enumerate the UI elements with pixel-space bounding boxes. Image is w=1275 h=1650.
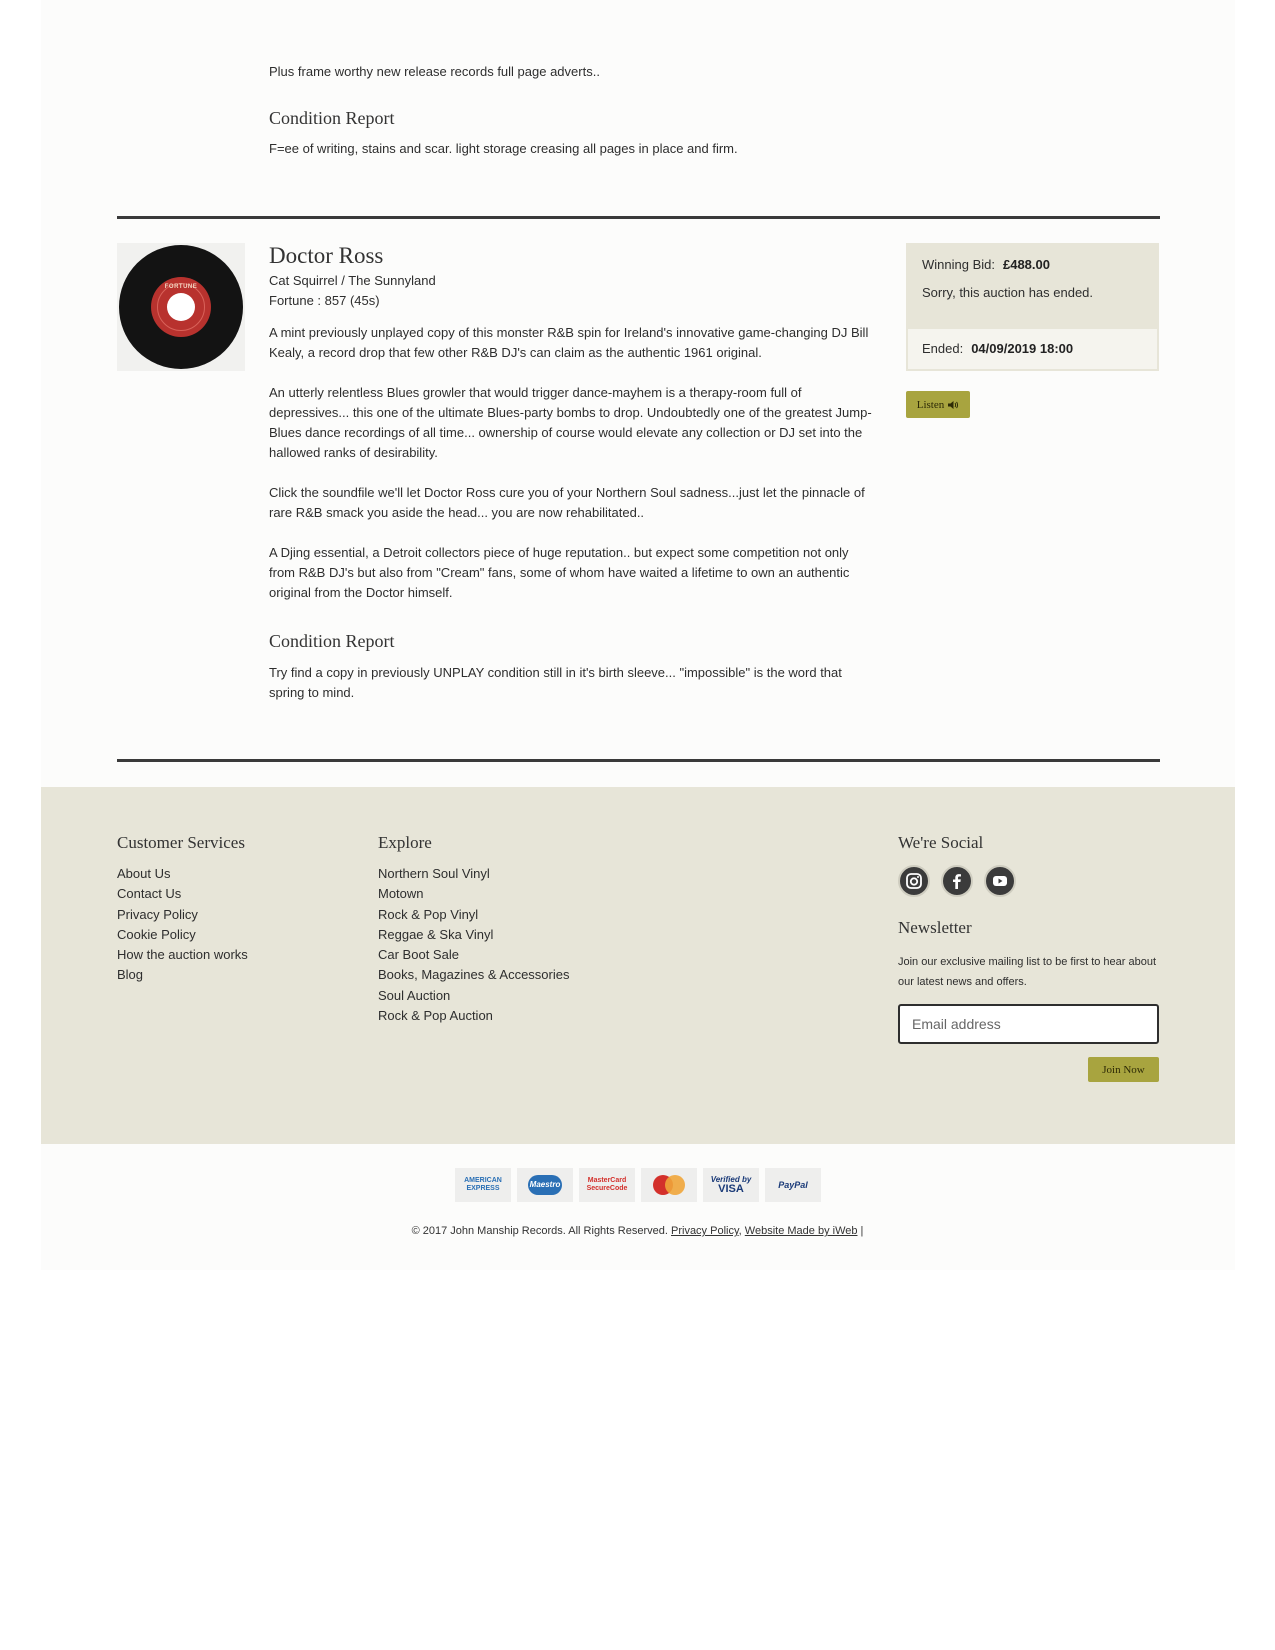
copyright: © 2017 John Manship Records. All Rights Reserved. Privacy Policy, Website Made by iWeb |	[411, 1225, 864, 1237]
explore-heading: Explore	[378, 833, 432, 852]
customer-services-heading: Customer Services	[117, 833, 245, 852]
maestro-logo	[517, 1168, 573, 1202]
footer-link-how-auction-works[interactable]: How the auction works	[117, 947, 248, 963]
footer-link-books-magazines[interactable]: Books, Magazines & Accessories	[378, 967, 570, 983]
bid-panel	[906, 243, 1159, 371]
email-input[interactable]	[898, 1004, 1159, 1044]
divider-top	[117, 216, 1160, 219]
lot-paragraph: A mint previously unplayed copy of this monster R&B spin for Ireland's innovative game-changing DJ Bill Kealy, a record drop that few other R&B DJ's can claim as the authentic 1961 original.	[269, 325, 869, 360]
speaker-icon	[947, 400, 959, 410]
footer-link-rock-pop-auction[interactable]: Rock & Pop Auction	[378, 1008, 493, 1024]
visa-top: Verified by	[710, 1174, 752, 1184]
newsletter-text: Join our exclusive mailing list to be first to hear about our latest news and offers.	[898, 956, 1157, 988]
record-image[interactable]	[117, 243, 245, 371]
youtube-icon[interactable]	[984, 865, 1016, 897]
previous-lot	[269, 62, 869, 156]
lot-subtitle: Cat Squirrel / The Sunnyland	[269, 273, 436, 288]
ended-label: Ended:	[922, 341, 964, 356]
previous-condition-text: F=ee of writing, stains and scar. light storage creasing all pages in place and firm.	[269, 141, 738, 156]
join-now-button[interactable]: Join Now	[1088, 1057, 1159, 1082]
mastercard-circles	[649, 1173, 689, 1197]
footer-link-privacy-policy[interactable]: Privacy Policy	[117, 906, 198, 922]
footer-link-about-us[interactable]: About Us	[117, 866, 171, 881]
record-label	[151, 277, 211, 337]
footer-link-reggae-ska[interactable]: Reggae & Ska Vinyl	[378, 926, 494, 942]
footer-link-soul-auction[interactable]: Soul Auction	[378, 987, 451, 1003]
spindle-hole	[167, 293, 195, 321]
footer-link-rock-pop-vinyl[interactable]: Rock & Pop Vinyl	[378, 906, 479, 922]
visa-bottom: VISA	[718, 1182, 744, 1195]
vinyl-disc	[119, 245, 243, 369]
maestro-text: Maestro	[528, 1175, 562, 1195]
auction-status: Sorry, this auction has ended.	[922, 285, 1094, 300]
listen-button[interactable]	[906, 391, 970, 418]
lot-condition-text: Try find a copy in previously UNPLAY condition still in it's birth sleeve... "impossible" is the word that spring to mind.	[269, 665, 842, 700]
instagram-icon[interactable]	[898, 865, 930, 897]
lot-paragraph: A Djing essential, a Detroit collectors piece of huge reputation.. but expect some competition not only from R&B DJ's but also from "Cream" fans, some of whom have waited a lifetime to own an authentic original from the Doctor himself.	[269, 545, 850, 600]
lot-paragraph: Click the soundfile we'll let Doctor Ross cure you of your Northern Soul sadness...just let the pinnacle of rare R&B smack you aside the head... you are now rehabilitated..	[269, 485, 865, 520]
record-label-brand: FORTUNE	[164, 284, 198, 290]
paypal-logo: PayPal	[765, 1168, 821, 1202]
facebook-icon[interactable]	[941, 865, 973, 897]
winning-bid-value: £488.00	[1002, 257, 1050, 272]
listen-label: Listen	[916, 398, 945, 411]
ended-strip	[908, 329, 1157, 369]
ended-value: 04/09/2019 18:00	[971, 341, 1074, 356]
lot-condition-heading: Condition Report	[269, 631, 395, 651]
explore-links	[378, 864, 569, 1026]
previous-lot-text: Plus frame worthy new release records full page adverts..	[269, 64, 600, 79]
securecode-logo: MasterCard SecureCode	[579, 1168, 635, 1202]
lot-label-info: Fortune : 857 (45s)	[269, 293, 380, 308]
lot-title: Doctor Ross	[269, 243, 384, 268]
copyright-iweb-link[interactable]: Website Made by iWeb	[744, 1225, 858, 1237]
verified-by-visa-logo	[703, 1168, 759, 1202]
copyright-text: © 2017 John Manship Records. All Rights Reserved.	[411, 1225, 668, 1237]
payment-logos	[455, 1168, 821, 1202]
footer-link-cookie-policy[interactable]: Cookie Policy	[117, 926, 196, 942]
previous-condition-heading: Condition Report	[269, 108, 395, 128]
lot-details	[269, 243, 874, 700]
footer-link-motown[interactable]: Motown	[378, 886, 424, 902]
winning-bid-label: Winning Bid:	[922, 257, 995, 272]
amex-logo: AMERICAN EXPRESS	[455, 1168, 511, 1202]
copyright-privacy-link[interactable]: Privacy Policy	[671, 1225, 739, 1237]
footer-link-car-boot-sale[interactable]: Car Boot Sale	[378, 947, 459, 963]
mastercard-logo	[641, 1168, 697, 1202]
social-heading: We're Social	[898, 833, 984, 852]
newsletter-heading: Newsletter	[898, 918, 972, 937]
divider-bottom	[117, 759, 1160, 762]
customer-services-links	[117, 864, 248, 986]
lot-paragraph: An utterly relentless Blues growler that would trigger dance-mayhem is a therapy-room full of depressives... this one of the ultimate Blues-party bombs to drop. Undoubtedly one of the greatest Jump-Blues dance recordings of all time... ownership of course would elevate any collection or DJ set into the hallowed ranks of desirability.	[269, 385, 872, 460]
footer-link-contact-us[interactable]: Contact Us	[117, 886, 182, 902]
ended-row	[922, 341, 1073, 356]
footer-link-blog[interactable]: Blog	[117, 967, 144, 983]
footer-link-northern-soul[interactable]: Northern Soul Vinyl	[378, 866, 490, 881]
social-icons	[898, 865, 1016, 897]
winning-bid	[922, 257, 1050, 272]
